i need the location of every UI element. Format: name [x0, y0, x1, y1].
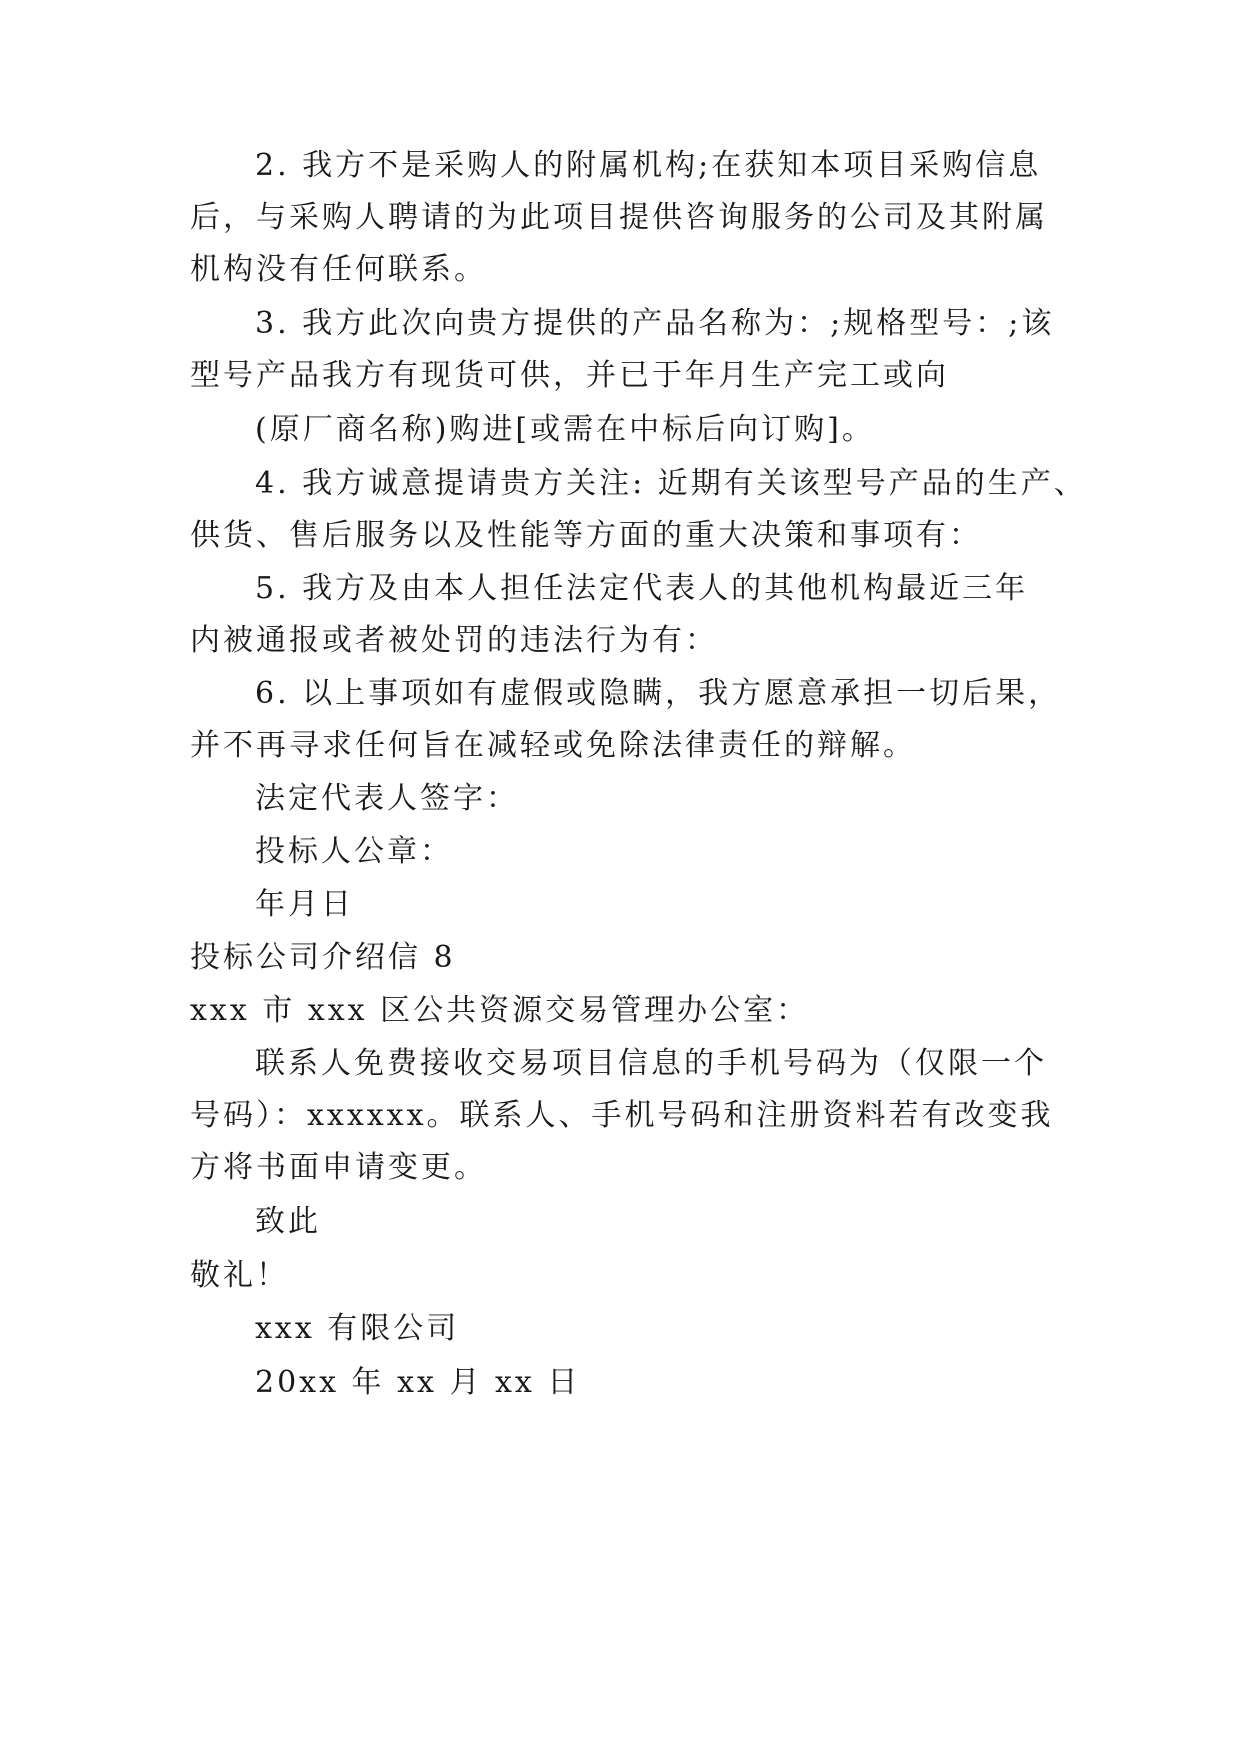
- sender-company: xxx 有限公司: [255, 1311, 460, 1346]
- item-3-line-3: (原厂商名称)购进[或需在中标后向订购]。: [255, 412, 875, 447]
- item-2-line-2: 后，与采购人聘请的为此项目提供咨询服务的公司及其附属: [190, 200, 1048, 235]
- letter-body-line-3: 方将书面申请变更。: [190, 1150, 487, 1185]
- section-title: 投标公司介绍信 8: [190, 940, 456, 975]
- item-2-line-3: 机构没有任何联系。: [190, 252, 487, 287]
- item-5-line-2: 内被通报或者被处罚的违法行为有：: [190, 623, 718, 658]
- item-2-line-1: 2. 我方不是采购人的附属机构;在获知本项目采购信息: [255, 148, 1042, 183]
- closing-line-2: 敬礼！: [190, 1258, 289, 1293]
- sender-date: 20xx 年 xx 月 xx 日: [255, 1365, 581, 1400]
- item-6-line-2: 并不再寻求任何旨在减轻或免除法律责任的辩解。: [190, 728, 916, 763]
- item-6-line-1: 6. 以上事项如有虚假或隐瞒，我方愿意承担一切后果，: [255, 676, 1062, 711]
- item-5-line-1: 5. 我方及由本人担任法定代表人的其他机构最近三年: [255, 571, 1029, 606]
- date-placeholder: 年月日: [255, 887, 354, 922]
- legal-rep-signature-label: 法定代表人签字：: [255, 781, 519, 816]
- letter-body-line-2: 号码）：xxxxxx。联系人、手机号码和注册资料若有改变我: [190, 1098, 1054, 1133]
- letter-recipient: xxx 市 xxx 区公共资源交易管理办公室：: [190, 993, 810, 1028]
- closing-line-1: 致此: [255, 1204, 321, 1239]
- bidder-seal-label: 投标人公章：: [255, 834, 453, 869]
- item-3-line-1: 3. 我方此次向贵方提供的产品名称为：;规格型号：;该: [255, 306, 1055, 341]
- item-3-line-2: 型号产品我方有现货可供，并已于年月生产完工或向: [190, 358, 949, 393]
- letter-body-line-1: 联系人免费接收交易项目信息的手机号码为（仅限一个: [255, 1046, 1047, 1081]
- item-4-line-2: 供货、售后服务以及性能等方面的重大决策和事项有：: [190, 518, 982, 553]
- item-4-line-1: 4. 我方诚意提请贵方关注: 近期有关该型号产品的生产、: [255, 466, 1087, 501]
